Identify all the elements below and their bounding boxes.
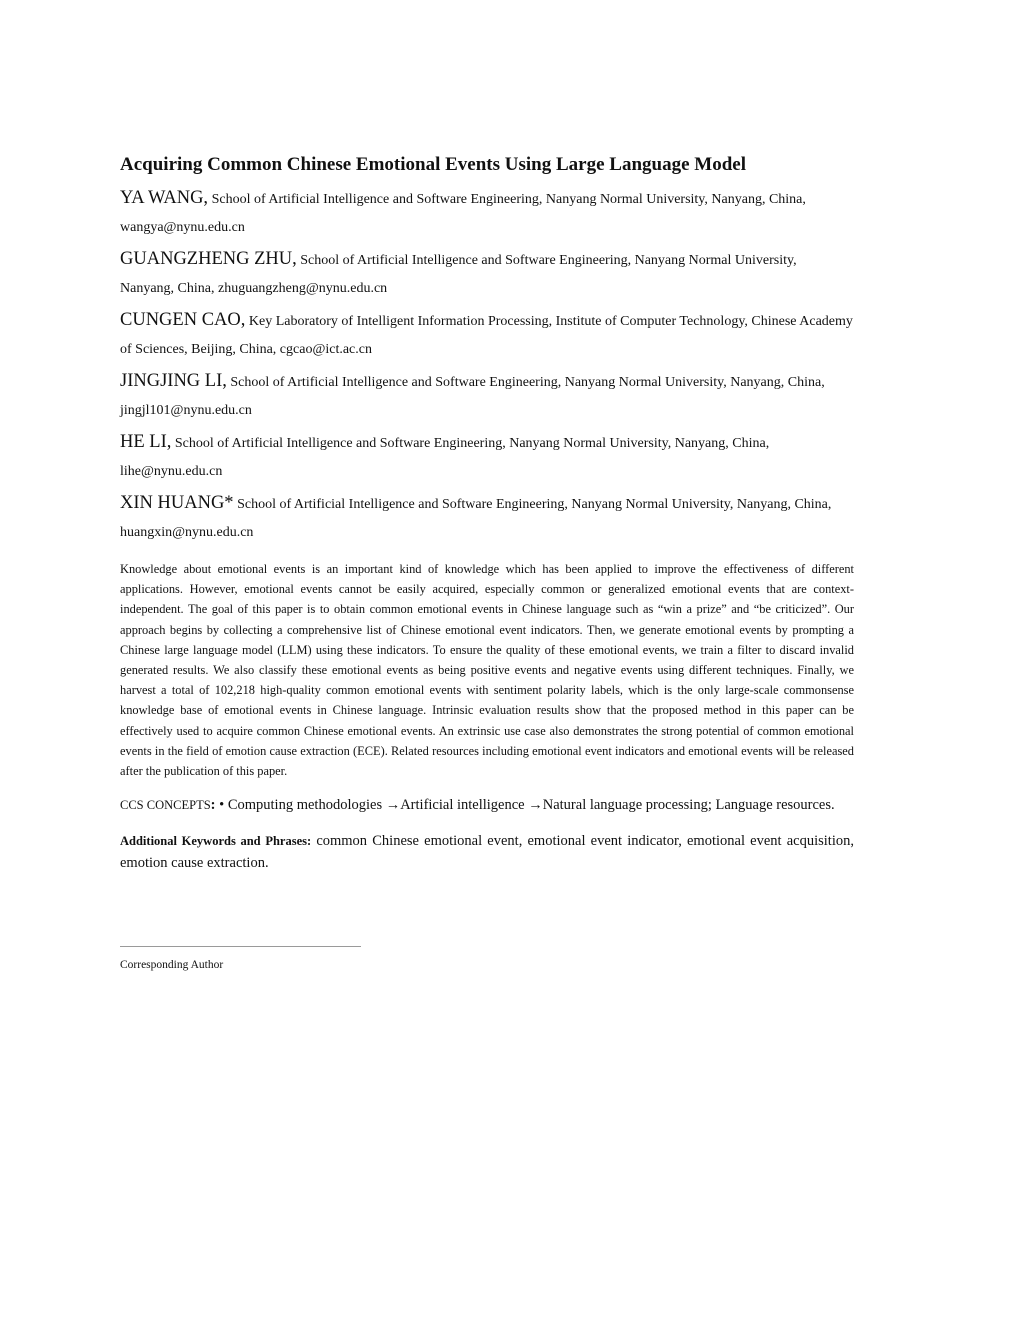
keywords bbox=[120, 830, 854, 874]
author-affiliation: School of Artificial Intelligence and Software Engineering, Nanyang Normal University, Nanyang, China, zhuguangzheng@nynu.edu.cn bbox=[120, 253, 797, 296]
author-list bbox=[120, 184, 854, 547]
author-entry bbox=[120, 245, 854, 303]
author-name: HE LI, bbox=[120, 432, 172, 452]
paper-title: Acquiring Common Chinese Emotional Events Using Large Language Model bbox=[120, 154, 746, 175]
keywords-text: common Chinese emotional event, emotional event indicator, emotional event acquisition, emotion cause extraction. bbox=[120, 833, 854, 872]
ccs-label: CCS CONCEPTS bbox=[120, 797, 211, 812]
ccs-text: • Computing methodologies →Artificial intelligence →Natural language processing; Language resources. bbox=[219, 796, 835, 813]
author-entry bbox=[120, 428, 854, 486]
author-affiliation: Key Laboratory of Intelligent Information Processing, Institute of Computer Technology, Chinese Academy of Sciences, Beijing, China, cgcao@ict.ac.cn bbox=[120, 314, 853, 357]
author-name: GUANGZHENG ZHU, bbox=[120, 249, 297, 269]
author-name: YA WANG, bbox=[120, 188, 209, 208]
ccs-concepts bbox=[120, 794, 854, 816]
paper-first-page bbox=[120, 150, 854, 889]
author-affiliation: School of Artificial Intelligence and Software Engineering, Nanyang Normal University, Nanyang, China, lihe@nynu.edu.cn bbox=[120, 436, 770, 479]
footnote-divider bbox=[120, 946, 361, 947]
author-name: JINGJING LI, bbox=[120, 371, 227, 391]
keywords-label: Additional Keywords and Phrases: bbox=[120, 834, 312, 849]
author-name: CUNGEN CAO, bbox=[120, 310, 246, 330]
author-entry bbox=[120, 306, 854, 364]
author-entry bbox=[120, 489, 854, 547]
author-entry bbox=[120, 367, 854, 425]
author-entry bbox=[120, 184, 854, 242]
footnote: Corresponding Author bbox=[120, 959, 224, 971]
abstract: Knowledge about emotional events is an important kind of knowledge which has been applied to improve the effectiveness of different applications. However, emotional events cannot be easily acquired, especially common or generalized emotional events that are context-independent. The goal of this paper is to obtain common emotional events in Chinese language such as “win a prize” and “be criticized”. Our approach begins by collecting a comprehensive list of Chinese emotional event indicators. Then, we generate emotional events by prompting a Chinese large language model (LLM) using these indicators. To ensure the quality of these emotional events, we train a filter to discard invalid generated results. We also classify these emotional events as being positive events and negative events using different techniques. Finally, we harvest a total of 102,218 high-quality common emotional events with sentiment polarity labels, which is the only large-scale commonsense knowledge base of emotional events in Chinese language. Intrinsic evaluation results show that the proposed method in this paper can be effectively used to acquire common Chinese emotional events. An extrinsic use case also demonstrates the strong potential of common emotional events in the field of emotion cause extraction (ECE). Related resources including emotional event indicators and emotional events will be released after the publication of this paper. bbox=[120, 562, 854, 779]
author-affiliation: School of Artificial Intelligence and Software Engineering, Nanyang Normal University, Nanyang, China, wangya@nynu.edu.cn bbox=[120, 192, 806, 235]
author-affiliation: School of Artificial Intelligence and Software Engineering, Nanyang Normal University, Nanyang, China, jingjl101@nynu.edu.cn bbox=[120, 375, 825, 418]
author-name: XIN HUANG* bbox=[120, 493, 234, 513]
author-affiliation: School of Artificial Intelligence and Software Engineering, Nanyang Normal University, Nanyang, China, huangxin@nynu.edu.cn bbox=[120, 497, 832, 540]
ccs-separator: : bbox=[210, 796, 220, 813]
